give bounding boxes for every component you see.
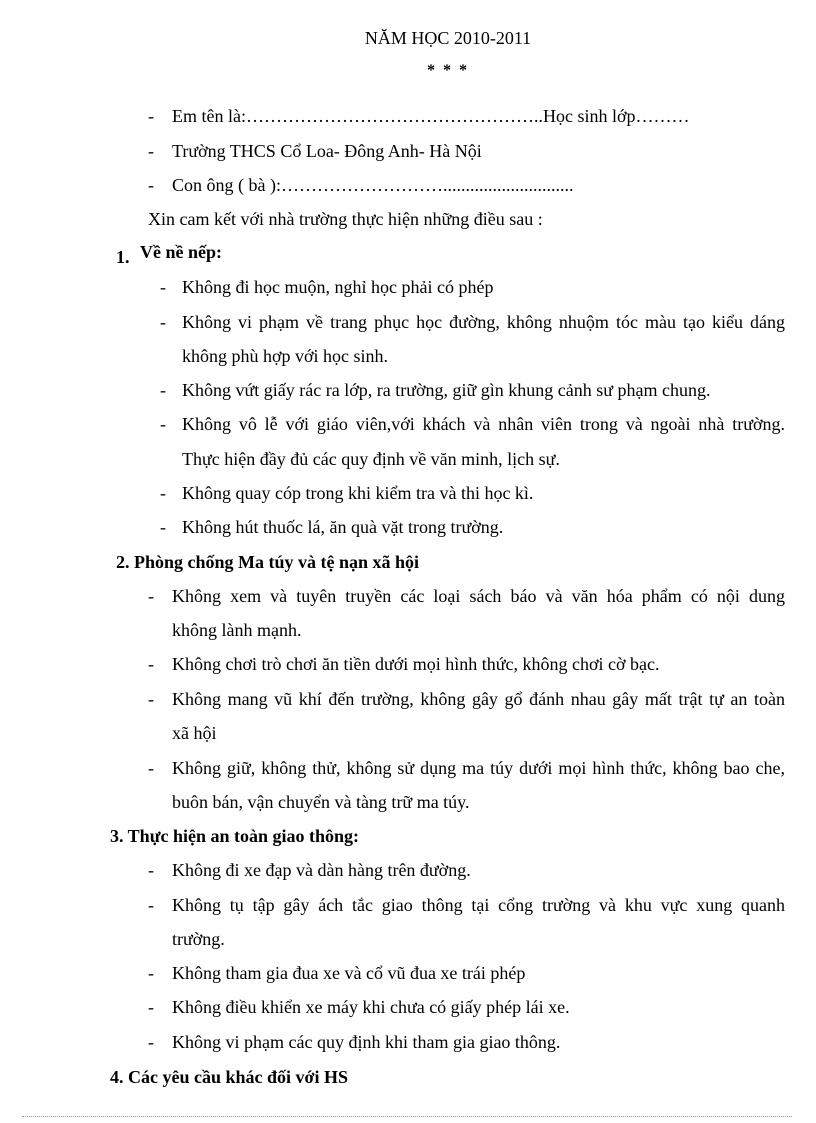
bullet-dash: - [148,106,154,126]
s1-item-4-line-2: Thực hiện đầy đủ các quy định về văn minh, lịch sự. [182,449,560,469]
s3-item-2-line-2: trường. [172,929,225,949]
commitment-statement: Xin cam kết với nhà trường thực hiện những điều sau : [148,209,543,229]
s2-item-4-line-1: Không giữ, không thử, không sử dụng ma túy dưới mọi hình thức, không bao che, [172,758,785,778]
s1-item-6: Không hút thuốc lá, ăn quà vặt trong trường. [182,517,504,537]
s3-item-4: Không điều khiển xe máy khi chưa có giấy phép lái xe. [172,997,570,1017]
bullet-dash: - [160,277,166,297]
section-3-heading: 3. Thực hiện an toàn giao thông: [110,826,360,846]
bullet-dash: - [148,689,154,709]
section-1-heading: Về nề nếp: [140,242,222,262]
s2-item-3-line-1: Không mang vũ khí đến trường, không gây gổ đánh nhau gây mất trật tự an toàn [172,689,785,709]
bullet-dash: - [148,895,154,915]
bullet-dash: - [160,414,166,434]
s1-item-4-line-1: Không vô lễ với giáo viên,với khách và nhân viên trong và ngoài nhà trường. [182,414,785,434]
intro-school-line: Trường THCS Cổ Loa- Đông Anh- Hà Nội [172,141,482,161]
bullet-dash: - [160,380,166,400]
bullet-dash: - [148,758,154,778]
document-title: NĂM HỌC 2010-2011 [364,28,532,48]
section-4-heading: 4. Các yêu cầu khác đối với HS [110,1067,348,1087]
bullet-dash: - [148,586,154,606]
s3-item-2-line-1: Không tụ tập gây ách tắc giao thông tại cổng trường và khu vực xung quanh [172,895,785,915]
bullet-dash: - [160,483,166,503]
intro-name-line: Em tên là:…………………………………………..Học sinh lớp……… [172,106,690,126]
s1-item-5: Không quay cóp trong khi kiểm tra và thi học kì. [182,483,534,503]
title-separator: * * * [427,62,469,79]
s3-item-3: Không tham gia đua xe và cổ vũ đua xe trái phép [172,963,526,983]
s1-item-2-line-1: Không vi phạm về trang phục học đường, không nhuộm tóc màu tạo kiểu dáng [182,312,785,332]
section-1-number: 1. [116,247,130,267]
bullet-dash: - [160,517,166,537]
intro-parent-line: Con ông ( bà ):………………………............................. [172,175,574,195]
section-2-heading: 2. Phòng chống Ma túy và tệ nạn xã hội [116,552,420,572]
page-bottom-border [22,1116,792,1117]
bullet-dash: - [148,860,154,880]
s3-item-1: Không đi xe đạp và dàn hàng trên đường. [172,860,471,880]
s2-item-2: Không chơi trò chơi ăn tiền dưới mọi hình thức, không chơi cờ bạc. [172,654,660,674]
s1-item-2-line-2: không phù hợp với học sinh. [182,346,389,366]
bullet-dash: - [148,997,154,1017]
s2-item-4-line-2: buôn bán, vận chuyển và tàng trữ ma túy. [172,792,470,812]
bullet-dash: - [148,1032,154,1052]
bullet-dash: - [148,654,154,674]
bullet-dash: - [160,312,166,332]
s2-item-3-line-2: xã hội [172,723,217,743]
bullet-dash: - [148,963,154,983]
s1-item-1: Không đi học muộn, nghỉ học phải có phép [182,277,494,297]
bullet-dash: - [148,141,154,161]
s1-item-3: Không vứt giấy rác ra lớp, ra trường, giữ gìn khung cảnh sư phạm chung. [182,380,711,400]
s2-item-1-line-1: Không xem và tuyên truyền các loại sách báo và văn hóa phẩm có nội dung [172,586,785,606]
s3-item-5: Không vi phạm các quy định khi tham gia giao thông. [172,1032,561,1052]
bullet-dash: - [148,175,154,195]
s2-item-1-line-2: không lành mạnh. [172,620,302,640]
